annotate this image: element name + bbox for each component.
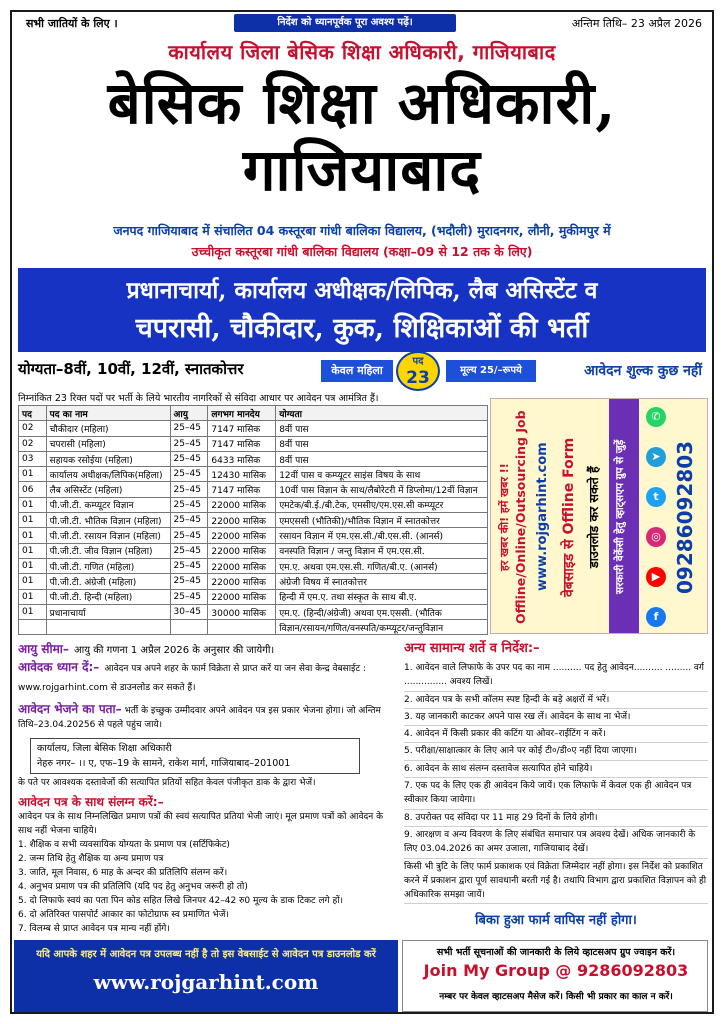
posts-banner (18, 268, 706, 352)
post-count: 23 (406, 368, 430, 388)
table-row (19, 558, 488, 573)
cell-qualification: हिन्दी में एम.ए. तथा संस्कृत के साथ बी.ए. (276, 589, 488, 604)
cell-salary: 7147 मासिक (208, 482, 276, 497)
age-label: आयु सीमा– (18, 642, 69, 656)
price-badge: मूल्य 25/–रूपये (446, 360, 536, 382)
cell-salary: 7147 मासिक (208, 421, 276, 436)
cell-qualification: एम.ए. (हिन्दी/अंग्रेजी) अथवा एम.एससी. (भौतिक (276, 604, 488, 619)
cell-salary: 6433 मासिक (208, 451, 276, 466)
terms-list (404, 660, 708, 904)
table-row (19, 497, 488, 512)
attention-text: आवेदन पत्र अपने शहर के फार्म विक्रेता से प्राप्त करें या जन सेवा केन्द्र वेबसाईट : www.rojgarhint.com से डाउनलोड कर सकते हैं। (18, 664, 366, 693)
cell-post-name: पी.जी.टी. कम्प्यूटर विज्ञान (46, 497, 170, 512)
cell-post-name: चौकीदार (महिला) (46, 421, 170, 436)
term-item: 3. यह जानकारी काटकर अपने पास रख लें। आवेदन के साथ ना भेजें। (404, 709, 708, 726)
table-row (19, 574, 488, 589)
cell-age: 25–45 (170, 589, 208, 604)
promo-side-panel (490, 398, 708, 634)
table-header-row (19, 406, 488, 421)
address-line-1: कार्यालय, जिला बेसिक शिक्षा अधिकारी (37, 743, 172, 754)
table-row (19, 620, 488, 635)
document-item: 6. दो अतिरिक्त पासपोर्ट आकार का फोटोग्राफ स्व प्रमाणित भेजें। (18, 910, 229, 920)
cell-posts: 01 (19, 558, 47, 573)
cell-age: 25–45 (170, 451, 208, 466)
posts-table (18, 405, 488, 635)
cell-qualification: 10वीं पास विज्ञान के साथ/लैबोरेटरी में डिप्लोमा/12वीं विज्ञान (276, 482, 488, 497)
cell-salary: 7147 मासिक (208, 436, 276, 451)
footer-download-text: यदि आपके शहर में आवेदन पत्र उपलब्ध नहीं है तो इस वेबसाईट से आवेदन पत्र डाउनलोड करें (36, 949, 376, 960)
col-salary: लगभग मानदेय (208, 406, 276, 421)
cell-qualification: वनस्पति विज्ञान / जन्तु विज्ञान में एम.एस.सी. (276, 543, 488, 558)
age-limit (18, 638, 394, 658)
table-row (19, 543, 488, 558)
table-row (19, 589, 488, 604)
promo-whatsapp-join: सरकारी वेकेंसी हेतु व्हाट्सएप ग्रुप से जुड़ें (614, 439, 626, 595)
cell-salary: 22000 मासिक (208, 513, 276, 528)
whatsapp-icon[interactable]: ✆ (646, 407, 666, 427)
posts-line-1: प्रधानाचार्या, कार्यालय अधीक्षक/लिपिक, लैब असिस्टेंट व (126, 277, 598, 304)
cell-post-name: सहायक रसोईया (महिला) (46, 451, 170, 466)
table-row (19, 421, 488, 436)
table-row (19, 604, 488, 619)
documents-label: आवेदन पत्र के साथ संलग्न करें:– (18, 795, 164, 809)
cell-qualification: 8वीं पास (276, 421, 488, 436)
cell-salary: 22000 मासिक (208, 589, 276, 604)
promo-phone: 09286092803 (673, 440, 697, 594)
instagram-icon[interactable]: ◎ (646, 527, 666, 547)
cell-salary (208, 620, 276, 635)
last-date: अन्तिम तिथि– 23 अप्रैल 2026 (571, 17, 702, 30)
footer-website-link[interactable]: www.rojgarhint.com (93, 970, 319, 994)
term-item: 2. आवेदन पत्र के सभी कॉलम स्पष्ट हिन्दी के बड़े अक्षरों में भरें। (404, 692, 708, 709)
promo-website[interactable]: www.rojgarhint.com (535, 442, 550, 592)
cell-posts: 02 (19, 421, 47, 436)
table-body (19, 421, 488, 635)
cell-post-name: पी.जी.टी. गणित (महिला) (46, 558, 170, 573)
attention (18, 658, 394, 696)
top-strip (12, 12, 712, 36)
main-title: बेसिक शिक्षा अधिकारी, गाजियाबाद (107, 69, 617, 204)
promo-tagline: हर खबर की! हमें खबर !! (498, 463, 511, 571)
address-box (30, 738, 360, 774)
cell-salary: 22000 मासिक (208, 497, 276, 512)
cell-salary: 30000 मासिक (208, 604, 276, 619)
cell-qualification: विज्ञान/रसायन/गणित/वनस्पति/कम्प्यूटर/जन्तुविज्ञान (276, 620, 488, 635)
footer-download-box (14, 940, 398, 1012)
footer-whatsapp-note: नम्बर पर केवल व्हाटसअप मैसेज करें। किसी भी प्रकार का काल न करें। (439, 992, 673, 1002)
address-line-2: नेहरु नगर– ।। ए, एफ–19 के सामने, राकेश मार्ग, गाजियाबाद–201001 (37, 758, 291, 769)
document-item: 2. जन्म तिथि हेतु शैक्षिक या अन्य प्रमाण पत्र (18, 854, 164, 864)
cell-posts: 01 (19, 467, 47, 482)
address-label: आवेदन भेजने का पता– (18, 702, 122, 716)
cell-salary: 22000 मासिक (208, 528, 276, 543)
cell-posts: 01 (19, 543, 47, 558)
cell-age (170, 620, 208, 635)
term-item: 5. परीक्षा/साक्षात्कार के लिए आने पर कोई टी०/डी०ए नहीं दिया जाएगा। (404, 743, 708, 760)
cell-post-name: लैब असिस्टेंट (महिला) (46, 482, 170, 497)
cell-qualification: एमएससी (भौतिकी)/भौतिक विज्ञान में स्नातकोत्तर (276, 513, 488, 528)
cell-posts: 01 (19, 497, 47, 512)
social-icons (641, 399, 671, 634)
col-post-name: पद का नाम (46, 406, 170, 421)
table-row (19, 513, 488, 528)
cell-posts (19, 620, 47, 635)
promo-offline-form: वेबसाइड से Offline Form (561, 437, 577, 597)
term-item: 7. एक पद के लिए एक ही आवेदन किये जायें। एक लिफाफे में केवल एक ही आवेदन पत्र स्वीकार किया जायेगा। (404, 778, 708, 810)
cell-age: 30–45 (170, 604, 208, 619)
cell-age: 25–45 (170, 421, 208, 436)
intro-line: निम्नांकित 23 रिक्त पदों पर भर्ती के लिये भारतीय नागरिकों से संविदा आधार पर आवेदन पत्र आमंत्रित हैं। (18, 393, 379, 404)
term-item: 1. आवेदन वाले लिफाफे के उपर पद का नाम .......... पद हेतु आवेदन.......... ......... वर्ग ............... अवश्य लिखें। (404, 660, 708, 692)
table-row (19, 467, 488, 482)
read-instructions-banner: निर्देश को ध्यानपूर्वक पूरा अवश्य पढ़ें। (234, 14, 456, 32)
youtube-icon[interactable]: ▶ (646, 567, 666, 587)
cell-posts: 01 (19, 513, 47, 528)
cell-salary: 22000 मासिक (208, 574, 276, 589)
table-row (19, 451, 488, 466)
col-age: आयु (170, 406, 208, 421)
qualification-text: योग्यता–8वीं, 10वीं, 12वीं, स्नातकोत्तर (18, 360, 244, 378)
cell-age: 25–45 (170, 482, 208, 497)
cell-post-name: पी.जी.टी. रसायन विज्ञान (महिला) (46, 528, 170, 543)
promo-download: डाउनलोड कर सकते हैं (586, 466, 601, 568)
cell-posts: 02 (19, 436, 47, 451)
no-return-note: बिका हुआ फार्म वापिस नहीं होगा। (475, 913, 637, 929)
right-terms (404, 638, 708, 928)
cell-posts: 01 (19, 604, 47, 619)
cell-posts: 01 (19, 589, 47, 604)
cell-post-name: कार्यालय अधीक्षक/लिपिक(महिला) (46, 467, 170, 482)
terms-title: अन्य सामान्य शर्ते व निर्देश:– (404, 641, 540, 656)
col-posts: पद (19, 406, 47, 421)
post-label: पद (412, 356, 424, 367)
address-section (18, 702, 394, 732)
cell-qualification: 8वीं पास (276, 451, 488, 466)
term-item: 6. आवेदन के साथ संलग्न दस्तावेज सत्यापित होने चाहिये। (404, 761, 708, 778)
address-after: के पते पर आवश्यक दस्तावेजों की सत्यापित प्रतियों सहित केवल पंजीकृत डाक के द्वारा भेजें। (18, 778, 316, 788)
cell-age: 25–45 (170, 574, 208, 589)
advertisement-page (10, 10, 714, 1014)
attention-label: आवेदक ध्यान दें:– (18, 660, 100, 674)
age-text: आयु की गणना 1 अप्रैल 2026 के अनुसार की जायेगी। (74, 645, 275, 656)
cell-age: 25–45 (170, 528, 208, 543)
cell-salary: 12430 मासिक (208, 467, 276, 482)
term-item: 4. आवेदन में किसी प्रकार की कटिंग या ओवर–राईटिंग न करें। (404, 726, 708, 743)
table-row (19, 436, 488, 451)
cell-posts: 01 (19, 574, 47, 589)
documents-intro: आवेदन पत्र के साथ निम्नलिखित प्रमाण पत्रों की स्वयं सत्यापित प्रतियां भेजी जाएं। मूल प्रमाण पत्रों को आवेदन के साथ नहीं भेजना चाहिये। (18, 812, 384, 836)
cell-qualification: एमटेक/बी.ई./बी.टेक, एमसीए/एम.एस.सी कम्प्यूटर (276, 497, 488, 512)
cell-qualification: 12वीं पास व कम्प्यूटर साइंस विषय के साथ (276, 467, 488, 482)
no-fee-text: आवेदन शुल्क कुछ नहीं (584, 363, 702, 379)
document-item: 1. शैक्षिक व सभी व्यवसायिक योग्यता के प्रमाण पत्र (सर्टिफिकेट) (18, 840, 230, 850)
qualification-row (18, 355, 706, 389)
cell-post-name: पी.जी.टी. भौतिक विज्ञान (महिला) (46, 513, 170, 528)
term-item: 8. उपरोक्त पद संविदा पर 11 माह 29 दिनों के लिये होगी। (404, 810, 708, 827)
document-item: 5. दो लिफाफे स्वयं का पता पिन कोड सहित लिखे जिनपर 42–42 रु0 मूल्य के डाक टिकट लगे हों। (18, 896, 343, 906)
school-line: उच्चीकृत कस्तूरबा गांधी बालिका विद्यालय (कक्षा–09 से 12 तक के लिए) (191, 244, 533, 259)
cell-age: 25–45 (170, 467, 208, 482)
posts-line-2: चपरासी, चौकीदार, कुक, शिक्षिकाओं की भर्ती (135, 313, 589, 344)
cell-post-name: पी.जी.टी. अंग्रेजी (महिला) (46, 574, 170, 589)
left-instructions (18, 638, 394, 936)
cell-post-name (46, 620, 170, 635)
document-item: 7. विलम्ब से प्राप्त आवेदन पत्र मान्य नहीं होंगे। (18, 924, 170, 934)
cell-qualification: अंग्रेजी विषय में स्नातकोत्तर (276, 574, 488, 589)
cell-posts: 03 (19, 451, 47, 466)
cell-salary: 22000 मासिक (208, 558, 276, 573)
district-line: जनपद गाजियाबाद में संचालित 04 कस्तूरबा गांधी बालिका विद्यालय, (भदौली) मुरादनगर, लौनी, मुकीमपुर में (113, 223, 611, 238)
office-title: कार्यालय जिला बेसिक शिक्षा अधिकारी, गाजियाबाद (168, 40, 556, 64)
footer-whatsapp-box (402, 940, 708, 1012)
col-qualification: योग्यता (276, 406, 488, 421)
twitter-icon[interactable]: t (646, 487, 666, 507)
cell-qualification: 8वीं पास (276, 436, 488, 451)
document-item: 4. अनुभव प्रमाण पत्र की प्रतिलिपि (यदि पद हेतु अनुभव जरूरी हो तो) (18, 882, 248, 892)
female-only-badge: केवल महिला (321, 360, 393, 382)
document-item: 3. जाति, मूल निवास, 6 माह के अन्दर की प्रतिलिपि संलग्न करें। (18, 868, 228, 878)
footer-whatsapp-text: सभी भर्ती सूचनाओं की जानकारी के लिये व्हाटसअप ग्रुप ज्वाइन करें। (436, 947, 676, 958)
address-text: भर्ती के इच्छुक उम्मीदवार अपने आवेदन पत्र इस प्रकार भेजना होगा। जो अन्तिम तिथि–23.04.20256 से पहले पहुंच जाये। (18, 706, 381, 730)
footer-join-group[interactable]: Join My Group @ 9286092803 (423, 961, 689, 980)
cell-qualification: एम.ए. अथवा एम.एस.सी. गणित/बी.ए. (आनर्स) (276, 558, 488, 573)
for-all-castes-note: सभी जातियों के लिए । (26, 17, 118, 30)
term-item: 9. आरक्षण व अन्य विवरण के लिए संबंधित समाचार पत्र अवश्य देखें। अधिक जानकारी के लिए 03.04.2026 का अमर उजाला, गाजियाबाद देखें। (404, 827, 708, 859)
cell-posts: 01 (19, 528, 47, 543)
documents-list (18, 838, 394, 936)
table-row (19, 482, 488, 497)
cell-salary: 22000 मासिक (208, 543, 276, 558)
telegram-icon[interactable]: ➤ (646, 447, 666, 467)
cell-age: 25–45 (170, 543, 208, 558)
post-count-badge (396, 351, 440, 391)
cell-age: 25–45 (170, 436, 208, 451)
cell-post-name: पी.जी.टी. हिन्दी (महिला) (46, 589, 170, 604)
term-item: किसी भी त्रुटि के लिए फार्म प्रकाशक एवं विक्रेता जिम्मेदार नहीं होगा। इस निर्देश को प्रकाशित करने में प्रकाशन द्वारा पूर्ण सावधानी बरती गई है। तथापि विभाग द्वारा प्रकाशित विज्ञापन को ही अधिकारिक समझा जायें। (404, 859, 708, 905)
cell-qualification: रसायन विज्ञान में एम.एस.सी./बी.एस.सी. (आनर्स) (276, 528, 488, 543)
table-row (19, 528, 488, 543)
cell-post-name: प्रधानाचार्या (46, 604, 170, 619)
cell-age: 25–45 (170, 513, 208, 528)
promo-job-types: Offline/Online/Outsourcing Job (513, 410, 528, 624)
cell-posts: 06 (19, 482, 47, 497)
facebook-icon[interactable]: f (646, 607, 666, 627)
cell-age: 25–45 (170, 497, 208, 512)
cell-post-name: चपरासी (महिला) (46, 436, 170, 451)
cell-post-name: पी.जी.टी. जीव विज्ञान (महिला) (46, 543, 170, 558)
cell-age: 25–45 (170, 558, 208, 573)
